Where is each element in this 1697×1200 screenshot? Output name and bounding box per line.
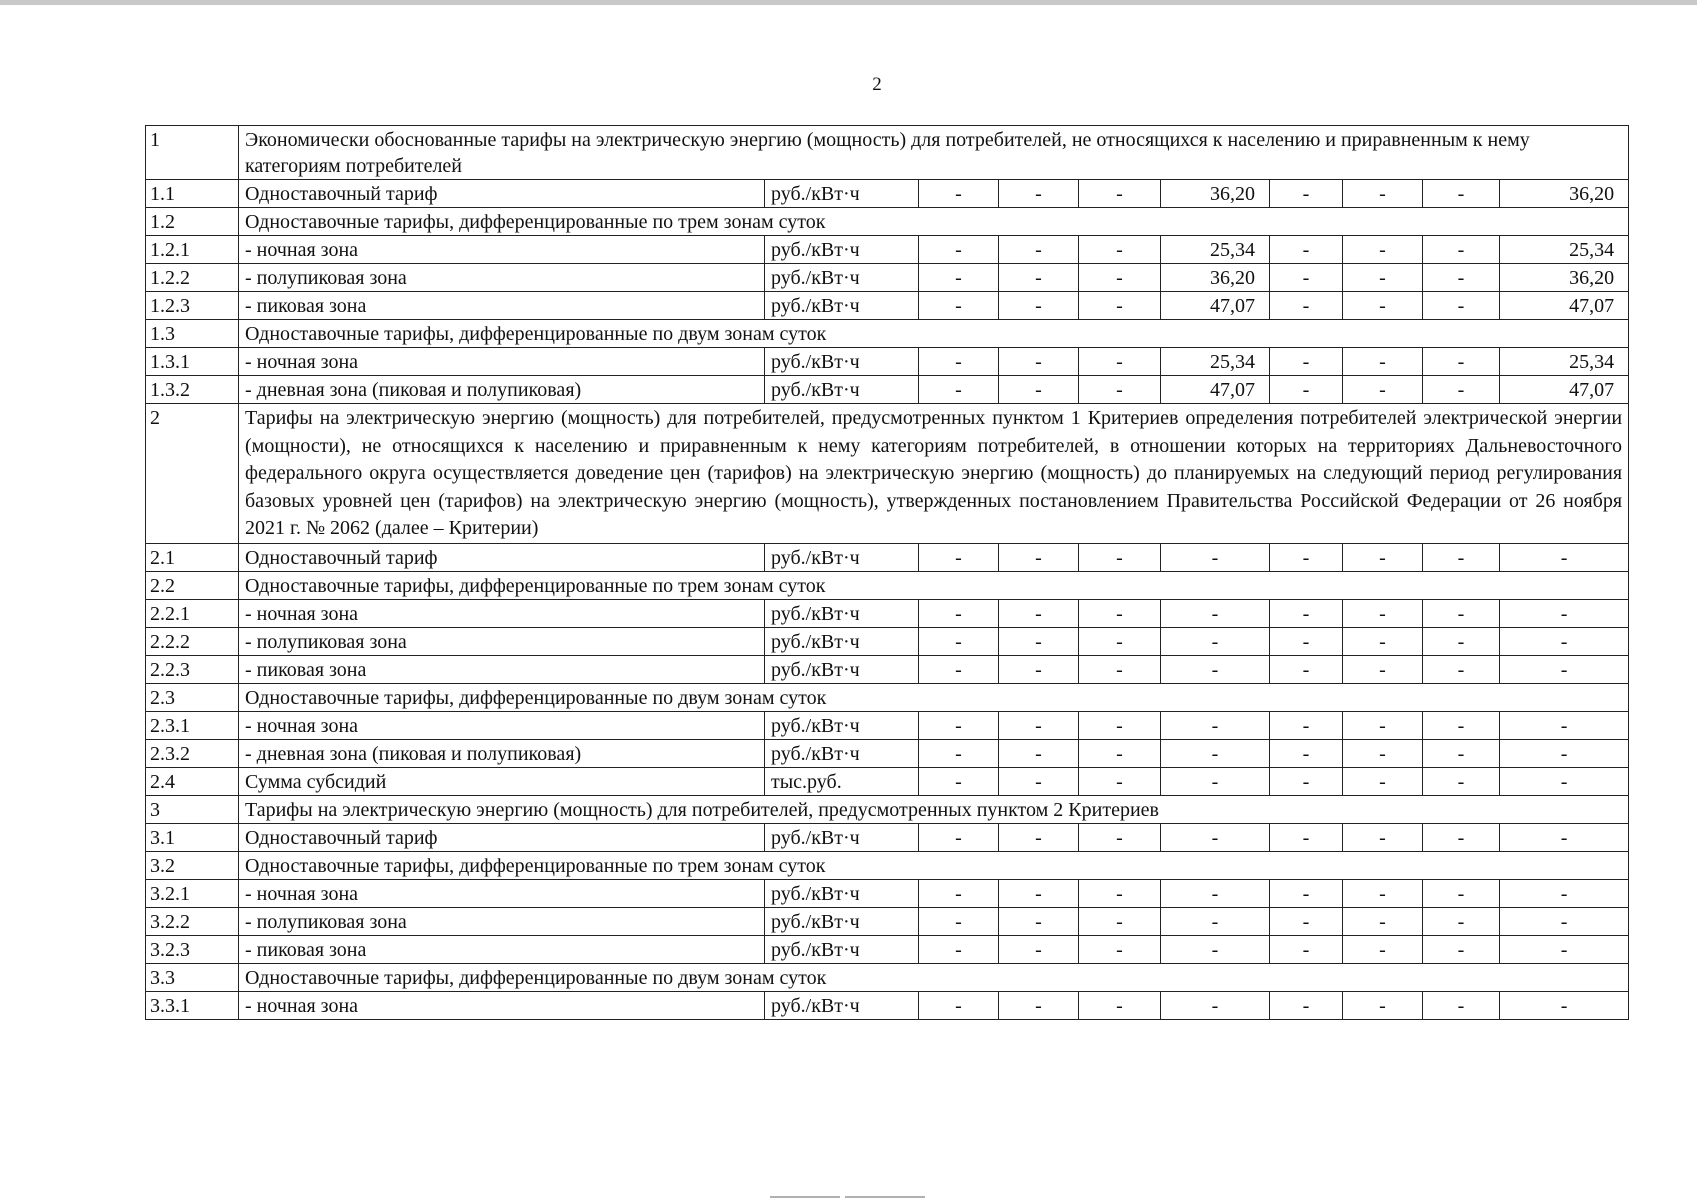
value-cell: - [919, 991, 999, 1019]
section-row [146, 404, 1629, 544]
value-cell: - [919, 264, 999, 292]
value-cell: - [999, 599, 1079, 627]
value-cell: - [999, 739, 1079, 767]
value-cell: - [1500, 627, 1629, 655]
value-cell: - [1079, 180, 1161, 208]
value-cell: - [999, 180, 1079, 208]
row-unit: тыс.руб. [765, 767, 919, 795]
value-cell: - [1270, 264, 1343, 292]
value-cell: - [1161, 543, 1270, 571]
value-cell: - [999, 767, 1079, 795]
value-cell: - [1500, 767, 1629, 795]
tariff-table-body [146, 126, 1629, 1020]
value-cell: - [1500, 823, 1629, 851]
row-number: 2.4 [146, 767, 239, 795]
value-cell: - [1343, 823, 1423, 851]
value-cell: - [1343, 935, 1423, 963]
row-number: 1.1 [146, 180, 239, 208]
section-row [146, 683, 1629, 711]
value-cell: 25,34 [1500, 348, 1629, 376]
value-cell: - [1079, 935, 1161, 963]
section-title: Тарифы на электрическую энергию (мощность) для потребителей, предусмотренных пунктом 1 Критериев определения потребителей электрической энергии (мощности), не относящихся к населению и приравненным к нему категориям потребителей, в отношении которых на территориях Дальневосточного федерального округа осуществляется доведение цен (тарифов) на электрическую энергию (мощность) до планируемых на следующий период регулирования базовых уровней цен (тарифов) на электрическую энергию (мощность), утвержденных постановлением Правительства Российской Федерации от 26 ноября 2021 г. № 2062 (далее – Критерии) [239, 404, 1629, 544]
value-cell: - [1079, 739, 1161, 767]
value-cell: - [1423, 627, 1500, 655]
scan-artifact-left [770, 1196, 840, 1198]
row-label: - пиковая зона [239, 292, 765, 320]
row-number: 1.2 [146, 208, 239, 236]
row-number: 3.2.1 [146, 879, 239, 907]
value-cell: - [1343, 991, 1423, 1019]
row-label: - полупиковая зона [239, 907, 765, 935]
value-cell: - [1079, 236, 1161, 264]
value-cell: - [1079, 879, 1161, 907]
value-cell: - [1270, 180, 1343, 208]
value-cell: - [1270, 655, 1343, 683]
value-cell: - [1423, 767, 1500, 795]
value-cell: - [919, 935, 999, 963]
row-unit: руб./кВт·ч [765, 711, 919, 739]
row-number: 1.3.1 [146, 348, 239, 376]
value-cell: - [1270, 879, 1343, 907]
section-title: Экономически обоснованные тарифы на электрическую энергию (мощность) для потребителей, не относящихся к населению и приравненным к нему категориям потребителей [239, 126, 1629, 180]
value-cell: - [1423, 376, 1500, 404]
row-unit: руб./кВт·ч [765, 879, 919, 907]
value-cell: - [1343, 292, 1423, 320]
value-cell: - [919, 348, 999, 376]
row-label: - ночная зона [239, 348, 765, 376]
value-cell: - [1270, 907, 1343, 935]
section-title: Одноставочные тарифы, дифференцированные по двум зонам суток [239, 683, 1629, 711]
value-cell: - [919, 655, 999, 683]
value-cell: - [999, 823, 1079, 851]
value-cell: - [919, 376, 999, 404]
value-cell: - [1423, 180, 1500, 208]
table-row [146, 879, 1629, 907]
value-cell: - [1079, 627, 1161, 655]
row-number: 3.3 [146, 963, 239, 991]
value-cell: - [999, 991, 1079, 1019]
value-cell: - [1161, 767, 1270, 795]
row-unit: руб./кВт·ч [765, 236, 919, 264]
row-unit: руб./кВт·ч [765, 907, 919, 935]
value-cell: - [919, 543, 999, 571]
value-cell: - [999, 935, 1079, 963]
row-label: - ночная зона [239, 599, 765, 627]
value-cell: - [1270, 767, 1343, 795]
table-row [146, 935, 1629, 963]
table-row [146, 907, 1629, 935]
value-cell: - [1161, 991, 1270, 1019]
value-cell: 47,07 [1500, 376, 1629, 404]
value-cell: 36,20 [1161, 264, 1270, 292]
value-cell: - [1079, 599, 1161, 627]
scan-artifact-right [845, 1196, 925, 1198]
row-unit: руб./кВт·ч [765, 655, 919, 683]
value-cell: - [1500, 599, 1629, 627]
row-label: - ночная зона [239, 991, 765, 1019]
value-cell: 47,07 [1500, 292, 1629, 320]
value-cell: - [999, 627, 1079, 655]
value-cell: - [1423, 543, 1500, 571]
value-cell: - [1161, 655, 1270, 683]
value-cell: - [1343, 543, 1423, 571]
value-cell: - [1079, 907, 1161, 935]
tariff-table [145, 125, 1629, 1020]
value-cell: - [1423, 879, 1500, 907]
row-unit: руб./кВт·ч [765, 348, 919, 376]
table-row [146, 348, 1629, 376]
value-cell: - [1423, 655, 1500, 683]
table-row [146, 236, 1629, 264]
value-cell: - [1079, 292, 1161, 320]
value-cell: - [1423, 711, 1500, 739]
row-number: 2.2.3 [146, 655, 239, 683]
value-cell: - [999, 543, 1079, 571]
value-cell: - [1423, 599, 1500, 627]
value-cell: 25,34 [1500, 236, 1629, 264]
row-number: 2.3.2 [146, 739, 239, 767]
row-number: 2.2.1 [146, 599, 239, 627]
value-cell: - [1270, 292, 1343, 320]
row-unit: руб./кВт·ч [765, 292, 919, 320]
value-cell: - [1500, 739, 1629, 767]
row-label: - пиковая зона [239, 935, 765, 963]
value-cell: 47,07 [1161, 292, 1270, 320]
value-cell: - [1343, 655, 1423, 683]
row-number: 1.3 [146, 320, 239, 348]
value-cell: - [919, 739, 999, 767]
row-number: 2 [146, 404, 239, 544]
row-label: - ночная зона [239, 236, 765, 264]
value-cell: - [1079, 767, 1161, 795]
value-cell: - [1343, 907, 1423, 935]
value-cell: - [1270, 935, 1343, 963]
row-number: 1 [146, 126, 239, 180]
value-cell: - [999, 655, 1079, 683]
row-label: - полупиковая зона [239, 264, 765, 292]
row-number: 2.1 [146, 543, 239, 571]
value-cell: - [1270, 236, 1343, 264]
value-cell: - [1270, 599, 1343, 627]
value-cell: - [1343, 767, 1423, 795]
row-unit: руб./кВт·ч [765, 180, 919, 208]
value-cell: - [1423, 348, 1500, 376]
row-number: 2.2 [146, 571, 239, 599]
value-cell: - [1270, 711, 1343, 739]
row-label: Одноставочный тариф [239, 543, 765, 571]
row-unit: руб./кВт·ч [765, 991, 919, 1019]
row-number: 3.2 [146, 851, 239, 879]
row-number: 1.2.1 [146, 236, 239, 264]
table-row [146, 767, 1629, 795]
value-cell: - [1343, 236, 1423, 264]
value-cell: - [1270, 823, 1343, 851]
row-number: 3.1 [146, 823, 239, 851]
row-unit: руб./кВт·ч [765, 823, 919, 851]
value-cell: - [1500, 935, 1629, 963]
value-cell: - [1161, 627, 1270, 655]
section-row [146, 963, 1629, 991]
table-row [146, 599, 1629, 627]
page-number: 2 [872, 74, 882, 95]
value-cell: - [1343, 739, 1423, 767]
section-row [146, 126, 1629, 180]
row-label: - пиковая зона [239, 655, 765, 683]
section-title: Одноставочные тарифы, дифференцированные по трем зонам суток [239, 208, 1629, 236]
value-cell: - [1270, 627, 1343, 655]
scan-top-edge [0, 0, 1697, 5]
table-row [146, 991, 1629, 1019]
value-cell: - [1423, 739, 1500, 767]
value-cell: - [1079, 823, 1161, 851]
row-number: 3.3.1 [146, 991, 239, 1019]
value-cell: 25,34 [1161, 236, 1270, 264]
value-cell: - [1270, 348, 1343, 376]
value-cell: - [999, 292, 1079, 320]
value-cell: - [919, 292, 999, 320]
row-label: - дневная зона (пиковая и полупиковая) [239, 376, 765, 404]
value-cell: - [1423, 935, 1500, 963]
value-cell: - [1270, 739, 1343, 767]
section-row [146, 208, 1629, 236]
section-row [146, 851, 1629, 879]
value-cell: - [1500, 711, 1629, 739]
value-cell: - [919, 236, 999, 264]
value-cell: - [1161, 879, 1270, 907]
value-cell: - [1343, 264, 1423, 292]
row-unit: руб./кВт·ч [765, 627, 919, 655]
table-row [146, 543, 1629, 571]
row-number: 3 [146, 795, 239, 823]
value-cell: - [1343, 599, 1423, 627]
row-number: 3.2.2 [146, 907, 239, 935]
value-cell: - [919, 767, 999, 795]
value-cell: - [999, 711, 1079, 739]
value-cell: - [1161, 739, 1270, 767]
value-cell: - [1423, 991, 1500, 1019]
row-unit: руб./кВт·ч [765, 543, 919, 571]
value-cell: - [1423, 823, 1500, 851]
value-cell: - [1343, 376, 1423, 404]
value-cell: - [1079, 655, 1161, 683]
value-cell: - [919, 907, 999, 935]
table-row [146, 376, 1629, 404]
section-row [146, 571, 1629, 599]
row-label: Сумма субсидий [239, 767, 765, 795]
row-number: 2.2.2 [146, 627, 239, 655]
row-unit: руб./кВт·ч [765, 264, 919, 292]
value-cell: - [919, 879, 999, 907]
section-title: Одноставочные тарифы, дифференцированные по трем зонам суток [239, 571, 1629, 599]
value-cell: - [1079, 991, 1161, 1019]
value-cell: - [1423, 292, 1500, 320]
section-title: Одноставочные тарифы, дифференцированные по трем зонам суток [239, 851, 1629, 879]
value-cell: - [1343, 180, 1423, 208]
value-cell: - [919, 711, 999, 739]
value-cell: - [1161, 823, 1270, 851]
row-unit: руб./кВт·ч [765, 599, 919, 627]
row-number: 1.2.3 [146, 292, 239, 320]
row-label: Одноставочный тариф [239, 180, 765, 208]
row-label: - полупиковая зона [239, 627, 765, 655]
section-title: Одноставочные тарифы, дифференцированные по двум зонам суток [239, 963, 1629, 991]
row-label: Одноставочный тариф [239, 823, 765, 851]
value-cell: - [1079, 543, 1161, 571]
value-cell: - [1343, 348, 1423, 376]
row-number: 1.2.2 [146, 264, 239, 292]
value-cell: 25,34 [1161, 348, 1270, 376]
row-number: 2.3 [146, 683, 239, 711]
value-cell: - [999, 376, 1079, 404]
value-cell: - [999, 264, 1079, 292]
value-cell: 36,20 [1500, 264, 1629, 292]
value-cell: - [1270, 376, 1343, 404]
value-cell: - [1500, 655, 1629, 683]
value-cell: - [1500, 879, 1629, 907]
value-cell: 36,20 [1500, 180, 1629, 208]
value-cell: - [1500, 907, 1629, 935]
table-row [146, 292, 1629, 320]
table-row [146, 655, 1629, 683]
value-cell: - [1161, 907, 1270, 935]
table-row [146, 739, 1629, 767]
value-cell: 36,20 [1161, 180, 1270, 208]
value-cell: - [999, 236, 1079, 264]
value-cell: - [1500, 543, 1629, 571]
value-cell: - [1343, 879, 1423, 907]
value-cell: - [919, 627, 999, 655]
row-number: 2.3.1 [146, 711, 239, 739]
value-cell: - [1423, 236, 1500, 264]
table-row [146, 180, 1629, 208]
row-number: 3.2.3 [146, 935, 239, 963]
value-cell: - [1079, 264, 1161, 292]
value-cell: - [1161, 935, 1270, 963]
value-cell: - [999, 907, 1079, 935]
row-label: - дневная зона (пиковая и полупиковая) [239, 739, 765, 767]
value-cell: - [919, 823, 999, 851]
value-cell: - [1343, 711, 1423, 739]
table-row [146, 711, 1629, 739]
section-title: Одноставочные тарифы, дифференцированные по двум зонам суток [239, 320, 1629, 348]
value-cell: - [1270, 543, 1343, 571]
value-cell: - [1270, 991, 1343, 1019]
value-cell: - [1079, 348, 1161, 376]
value-cell: - [999, 879, 1079, 907]
table-row [146, 264, 1629, 292]
row-number: 1.3.2 [146, 376, 239, 404]
value-cell: 47,07 [1161, 376, 1270, 404]
row-unit: руб./кВт·ч [765, 935, 919, 963]
value-cell: - [1161, 599, 1270, 627]
table-row [146, 823, 1629, 851]
value-cell: - [1423, 907, 1500, 935]
section-row [146, 795, 1629, 823]
value-cell: - [919, 180, 999, 208]
row-label: - ночная зона [239, 711, 765, 739]
row-unit: руб./кВт·ч [765, 739, 919, 767]
table-row [146, 627, 1629, 655]
value-cell: - [1500, 991, 1629, 1019]
row-unit: руб./кВт·ч [765, 376, 919, 404]
value-cell: - [1079, 711, 1161, 739]
value-cell: - [1423, 264, 1500, 292]
value-cell: - [1343, 627, 1423, 655]
value-cell: - [1161, 711, 1270, 739]
value-cell: - [1079, 376, 1161, 404]
value-cell: - [919, 599, 999, 627]
row-label: - ночная зона [239, 879, 765, 907]
section-title: Тарифы на электрическую энергию (мощность) для потребителей, предусмотренных пунктом 2 Критериев [239, 795, 1629, 823]
section-row [146, 320, 1629, 348]
value-cell: - [999, 348, 1079, 376]
